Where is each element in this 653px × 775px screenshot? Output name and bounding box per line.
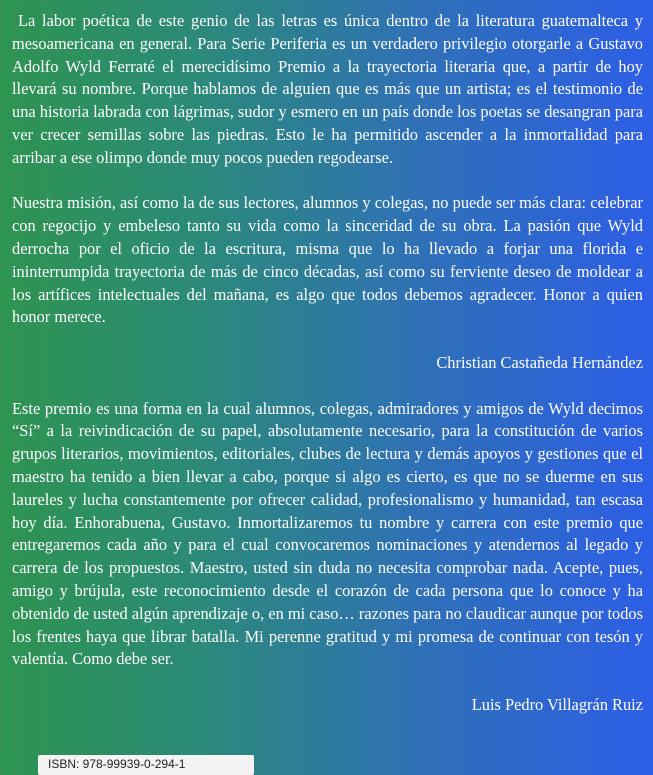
isbn-label: ISBN: 978-99939-0-294-1 — [38, 755, 254, 775]
paragraph-gap — [12, 671, 643, 694]
paragraph-gap — [12, 329, 643, 352]
paragraph-intro: La labor poética de este genio de las letras es única dentro de la literatura guatemalteca y mesoamericana en general. Para Serie Periferia es un verdadero privilegio otorgarle a Gustavo Adolfo Wyld Ferraté el merecidísimo Premio a la trayectoria literaria que, a partir de hoy llevará su nombre. Porque hablamos de alguien que es más que un artista; es el testimonio de una historia labrada con lágrimas, sudor y esmero en un país donde los poetas se desangran para ver crecer semillas sobre las piedras. Esto le ha permitido ascender a la inmortalidad para arribar a ese olimpo donde muy pocos pueden regodearse. — [12, 11, 643, 167]
paragraph-gap — [12, 375, 643, 398]
paragraph-mission: Nuestra misión, así como la de sus lectores, alumnos y colegas, no puede ser más clara: celebrar con regocijo y embeleso tanto su vida como la sinceridad de su obra. La pasión que Wyld derrocha por el oficio de la escritura, misma que lo ha llevado a forjar una florida e ininterrumpida trayectoria de más de cinco décadas, así como su ferviente deseo de moldear a los artífices intelectuales del mañana, es algo que todos debemos agradecer. Honor a quien honor merece. — [12, 193, 643, 327]
signature-luis-pedro: Luis Pedro Villagrán Ruiz — [471, 694, 643, 714]
signature-christian: Christian Castañeda Hernández — [436, 352, 643, 372]
text-page — [12, 10, 643, 717]
paragraph-gap — [12, 170, 643, 193]
paragraph-premio: Este premio es una forma en la cual alumnos, colegas, admiradores y amigos de Wyld decimos “Sí” a la reivindicación de su papel, absolutamente necesario, para la constitución de varios grupos literarios, movimientos, editoriales, clubes de lectura y demás apoyos y gestiones que el maestro ha tenido a bien llevar a cabo, porque si algo es cierto, es que no se duerme en sus laureles y lucha constantemente por ofrecer calidad, profesionalismo y humanidad, tan escasa hoy día. Enhorabuena, Gustavo. Inmortalizaremos tu nombre y carrera con este premio que entregaremos cada año y para el cual convocaremos nominaciones y atendernos al legado y carrera de los propuestos. Maestro, usted sin duda no necesita comprobar nada. Acepte, pues, amigo y brújula, este reconocimiento desde el corazón de cada persona que lo conoce y ha obtenido de usted algún aprendizaje o, en mi caso… razones para no claudicar aunque por todos los frentes haya que librar batalla. Mi perenne gratitud y mi promesa de continuar con tesón y valentía. Como debe ser. — [12, 398, 643, 669]
